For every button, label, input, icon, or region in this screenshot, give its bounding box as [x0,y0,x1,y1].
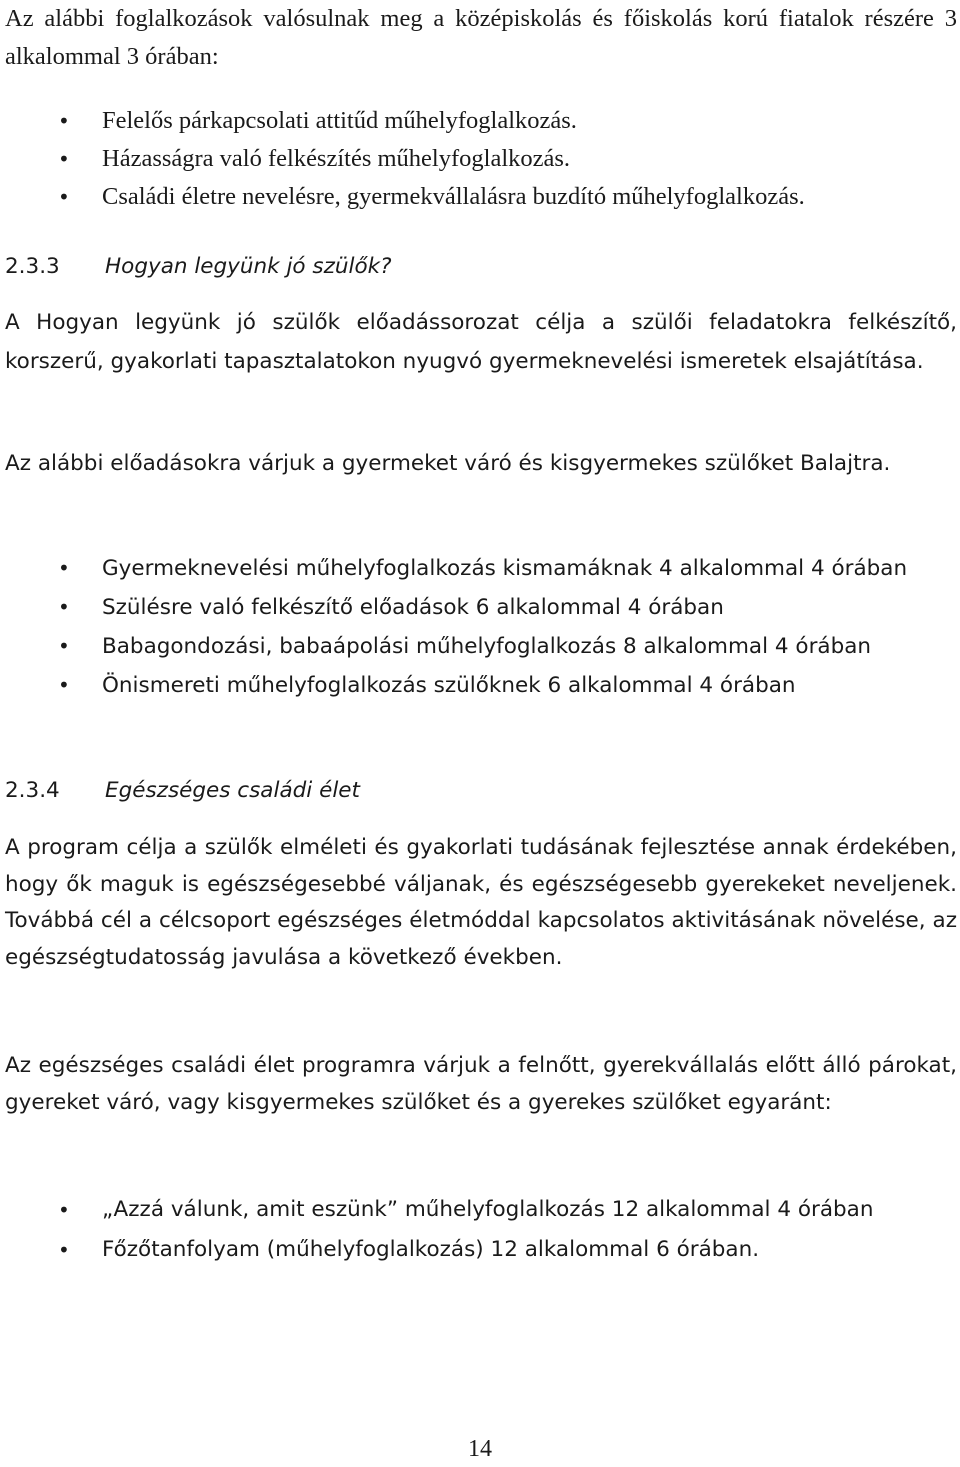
bullet-icon: • [58,1198,70,1222]
bullet-icon: • [58,109,70,133]
good-parents-invitation: Az alábbi előadásokra várjuk a gyermeket váró és kisgyermekes szülőket Balajtra. [5,451,891,476]
list-item: • Házasságra való felkészítés műhelyfoglalkozás. [5,140,957,178]
list-item: • „Azzá válunk, amit eszünk” műhelyfoglalkozás 12 alkalommal 4 órában [5,1190,957,1230]
intro-paragraph: Az alábbi foglalkozások valósulnak meg a középiskolás és főiskolás korú fiatalok részére 3 alkalommal 3 órában: [5,5,957,70]
workshop-list-youth [5,102,957,216]
bullet-icon: • [58,673,70,697]
page-number: 14 [468,1436,492,1462]
section-heading-good-parents [5,248,957,286]
section-heading-healthy-family [5,772,957,810]
list-item: • Főzőtanfolyam (műhelyfoglalkozás) 12 alkalommal 6 órában. [5,1230,957,1270]
list-item: • Szülésre való felkészítő előadások 6 alkalommal 4 órában [5,588,957,627]
list-item: • Babagondozási, babaápolási műhelyfoglalkozás 8 alkalommal 4 órában [5,627,957,666]
bullet-icon: • [58,1238,70,1262]
healthy-family-invitation: Az egészséges családi élet programra várjuk a felnőtt, gyerekvállalás előtt álló párokat, gyereket váró, vagy kisgyermekes szülőket és a gyerekes szülőket egyaránt: [5,1053,957,1115]
list-item: • Gyermeknevelési műhelyfoglalkozás kismamáknak 4 alkalommal 4 órában [5,549,957,588]
bullet-icon: • [58,556,70,580]
healthy-family-paragraph: A program célja a szülők elméleti és gyakorlati tudásának fejlesztése annak érdekében, hogy ők maguk is egészségesebbé váljanak, és egészségesebb gyerekeket neveljenek. Továbbá cél a célcsoport egészséges életmóddal kapcsolatos aktivitásának növelése, az egészségtudatosság javulása a következő években. [5,835,957,970]
bullet-icon: • [58,595,70,619]
section-title: Egészséges családi élet [105,778,360,803]
bullet-icon: • [58,634,70,658]
section-number: 2.3.4 [5,778,60,803]
workshop-list-parents [5,549,957,705]
bullet-icon: • [58,185,70,209]
section-number: 2.3.3 [5,254,60,279]
workshop-list-healthy [5,1190,957,1270]
list-item: • Felelős párkapcsolati attitűd műhelyfoglalkozás. [5,102,957,140]
list-item: • Önismereti műhelyfoglalkozás szülőknek 6 alkalommal 4 órában [5,666,957,705]
good-parents-paragraph: A Hogyan legyünk jó szülők előadássorozat célja a szülői feladatokra felkészítő, korszerű, gyakorlati tapasztalatokon nyugvó gyermeknevelési ismeretek elsajátítása. [5,310,957,374]
section-title: Hogyan legyünk jó szülők? [105,254,392,279]
bullet-icon: • [58,147,70,171]
list-item: • Családi életre nevelésre, gyermekvállalásra buzdító műhelyfoglalkozás. [5,178,957,216]
